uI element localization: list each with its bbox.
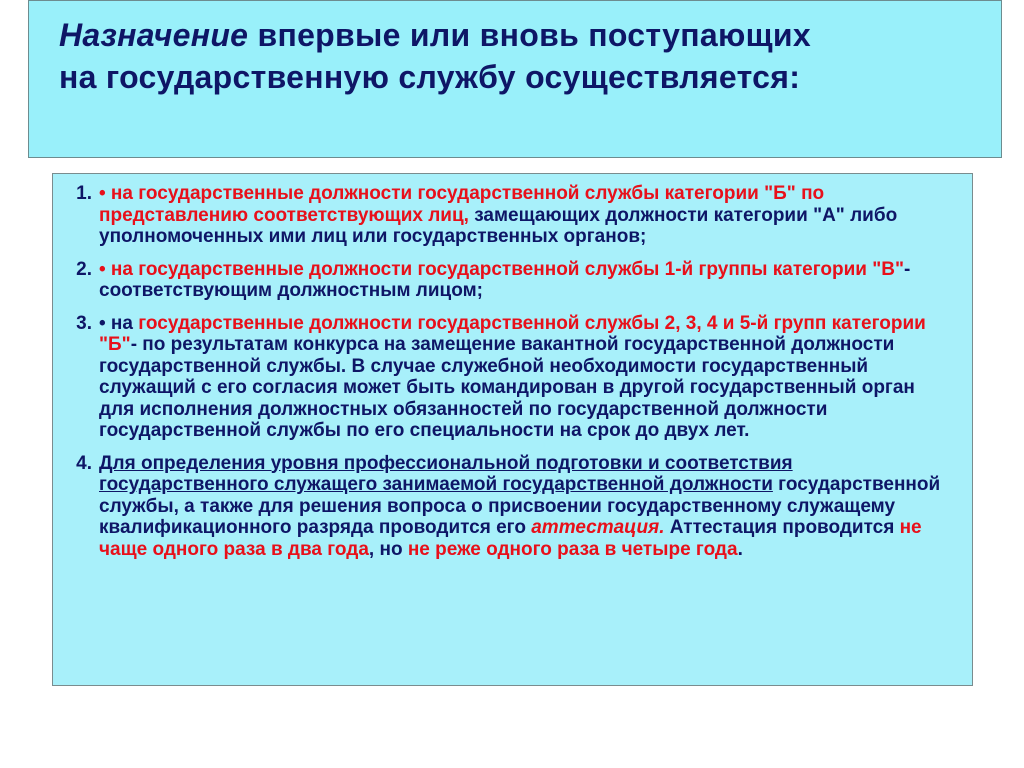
list-number: 3. <box>76 312 92 334</box>
list-item <box>53 453 952 561</box>
title-emphasis: Назначение <box>59 17 249 53</box>
list-item <box>53 259 952 302</box>
text-segment: не чаще одного раза в два года <box>99 517 922 560</box>
list-item-text <box>99 183 952 248</box>
text-segment: - соответствующим должностным лицом; <box>99 258 911 301</box>
list-number: 4. <box>76 452 92 474</box>
text-segment: государственной службы, а также для решения вопроса о присвоении государственному служащему квалификационного разряда проводится его <box>99 474 941 538</box>
slide-title <box>29 1 1001 98</box>
list-item <box>53 183 952 248</box>
text-segment: • на государственные должности государственной службы 1-й группы категории "В" <box>99 258 904 280</box>
text-segment: , но <box>368 538 408 560</box>
text-segment: замещающих должности категории "А" либо уполномоченных ими лиц или государственных органов; <box>99 204 898 247</box>
numbered-list <box>53 174 972 560</box>
title-line-2: на государственную службу осуществляется: <box>59 58 801 95</box>
text-segment: Аттестация проводится <box>664 517 900 538</box>
list-number: 1. <box>76 183 92 204</box>
text-segment: • на государственные должности государственной службы категории "Б" по представлению соответствующих лиц, <box>99 183 825 226</box>
text-segment: Для определения уровня профессиональной подготовки и соответствия государственного служащего занимаемой государственной должности <box>99 452 793 495</box>
content-panel <box>52 173 973 686</box>
title-line-1: впервые или вновь поступающих <box>257 17 811 53</box>
text-segment: аттестация. <box>531 517 665 538</box>
text-segment: не реже одного раза в четыре года <box>407 538 738 560</box>
list-number: 2. <box>76 258 92 280</box>
text-segment: • на <box>99 312 139 334</box>
list-item <box>53 313 952 442</box>
title-panel <box>28 0 1002 158</box>
text-segment: - по результатам конкурса на замещение вакантной государственной должности государственной службы. В случае служебной необходимости государственный служащий с его согласия может быть командирован в другой государственный орган для исполнения должностных обязанностей по государственной должности государственной службы по его специальности на срок до двух лет. <box>99 334 915 441</box>
list-item-text <box>99 453 952 561</box>
text-segment: государственные должности государственной службы 2, 3, 4 и 5-й групп категории "Б" <box>99 312 926 355</box>
list-item-text <box>99 259 952 302</box>
text-segment: . <box>737 538 743 560</box>
list-item-text <box>99 313 952 442</box>
